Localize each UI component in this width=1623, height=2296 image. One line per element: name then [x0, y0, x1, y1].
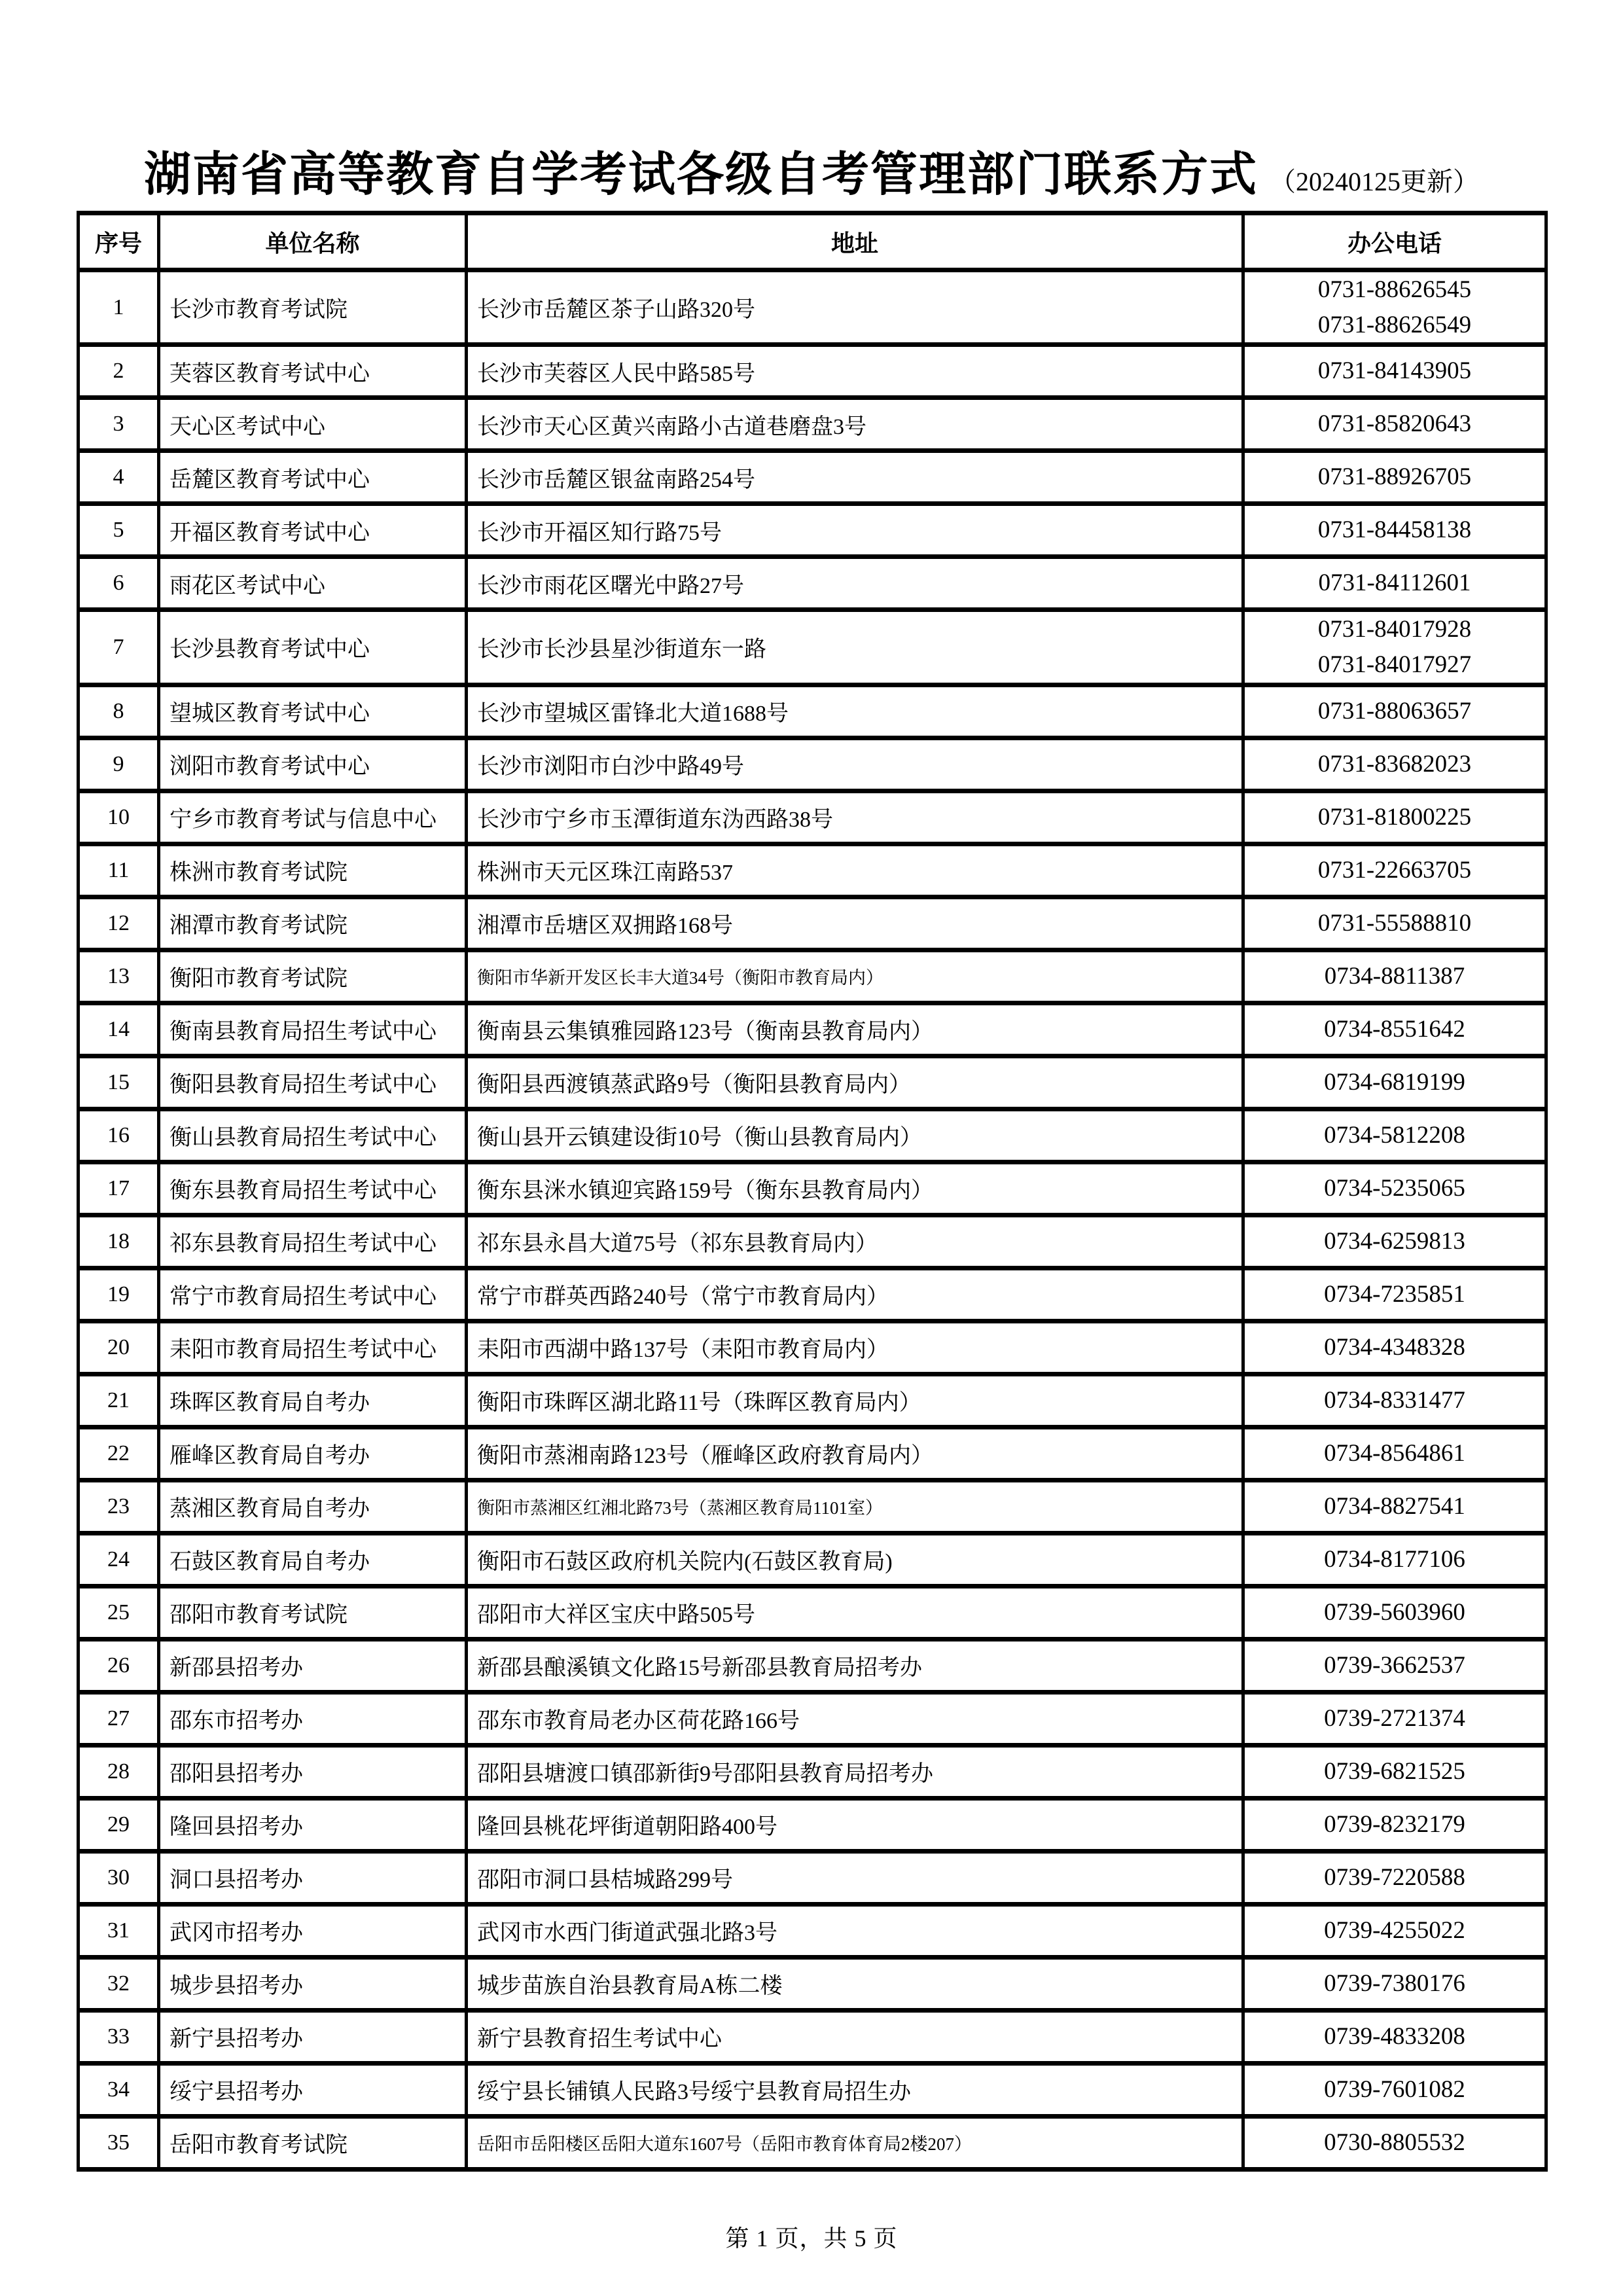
cell-address: 邵阳县塘渡口镇邵新街9号邵阳县教育局招考办: [467, 1745, 1243, 1798]
cell-unit-name: 开福区教育考试中心: [159, 504, 467, 557]
cell-unit-name: 天心区考试中心: [159, 398, 467, 451]
cell-address: 衡南县云集镇雅园路123号（衡南县教育局内）: [467, 1003, 1243, 1056]
phone-number: 0731-88626549: [1317, 311, 1472, 338]
cell-unit-name: 衡阳市教育考试院: [159, 950, 467, 1003]
cell-office-phone: [1243, 2116, 1546, 2169]
table-row: [79, 950, 1546, 1003]
table-row: [79, 1904, 1546, 1957]
phone-number: 0734-8177106: [1324, 1545, 1465, 1573]
cell-office-phone: [1243, 950, 1546, 1003]
cell-serial-number: 22: [79, 1427, 159, 1480]
cell-address: 衡阳市珠晖区湖北路11号（珠晖区教育局内）: [467, 1374, 1243, 1427]
cell-office-phone: [1243, 1109, 1546, 1162]
cell-address: 长沙市宁乡市玉潭街道东沩西路38号: [467, 791, 1243, 844]
table-body: [79, 270, 1546, 2170]
cell-address: 祁东县永昌大道75号（祁东县教育局内）: [467, 1215, 1243, 1268]
cell-office-phone: [1243, 844, 1546, 897]
table-row: [79, 791, 1546, 844]
cell-unit-name: 石鼓区教育局自考办: [159, 1533, 467, 1586]
table-row: [79, 1162, 1546, 1215]
cell-unit-name: 芙蓉区教育考试中心: [159, 345, 467, 398]
cell-address: 城步苗族自治县教育局A栋二楼: [467, 1957, 1243, 2010]
phone-number: 0731-84017928: [1317, 616, 1472, 643]
cell-serial-number: 19: [79, 1268, 159, 1321]
table-row: [79, 897, 1546, 950]
cell-serial-number: 14: [79, 1003, 159, 1056]
cell-serial-number: 2: [79, 345, 159, 398]
cell-office-phone: [1243, 345, 1546, 398]
cell-unit-name: 衡山县教育局招生考试中心: [159, 1109, 467, 1162]
cell-serial-number: 33: [79, 2010, 159, 2063]
phone-number: 0739-2721374: [1324, 1704, 1465, 1732]
cell-unit-name: 长沙市教育考试院: [159, 270, 467, 345]
table-row: [79, 1745, 1546, 1798]
cell-address: 衡阳市蒸湘南路123号（雁峰区政府教育局内）: [467, 1427, 1243, 1480]
cell-address: 株洲市天元区珠江南路537: [467, 844, 1243, 897]
cell-unit-name: 祁东县教育局招生考试中心: [159, 1215, 467, 1268]
cell-office-phone: [1243, 1798, 1546, 1851]
cell-unit-name: 城步县招考办: [159, 1957, 467, 2010]
phone-number: 0730-8805532: [1324, 2128, 1465, 2156]
table-row: [79, 1109, 1546, 1162]
header-office-phone: 办公电话: [1243, 213, 1546, 270]
cell-address: 隆回县桃花坪街道朝阳路400号: [467, 1798, 1243, 1851]
cell-unit-name: 隆回县招考办: [159, 1798, 467, 1851]
table-row: [79, 504, 1546, 557]
cell-office-phone: [1243, 1321, 1546, 1374]
cell-unit-name: 湘潭市教育考试院: [159, 897, 467, 950]
header-address: 地址: [467, 213, 1243, 270]
cell-office-phone: [1243, 270, 1546, 345]
cell-address: 新宁县教育招生考试中心: [467, 2010, 1243, 2063]
cell-unit-name: 新邵县招考办: [159, 1639, 467, 1692]
cell-serial-number: 35: [79, 2116, 159, 2169]
cell-unit-name: 邵东市招考办: [159, 1692, 467, 1745]
cell-serial-number: 16: [79, 1109, 159, 1162]
phone-number: 0731-83682023: [1317, 750, 1472, 778]
phone-number: 0739-7601082: [1324, 2075, 1465, 2103]
table-header-row: [79, 213, 1546, 270]
header-unit-name: 单位名称: [159, 213, 467, 270]
cell-unit-name: 珠晖区教育局自考办: [159, 1374, 467, 1427]
cell-address: 衡阳市华新开发区长丰大道34号（衡阳市教育局内）: [467, 950, 1243, 1003]
contact-table: [77, 211, 1548, 2172]
cell-serial-number: 13: [79, 950, 159, 1003]
cell-serial-number: 26: [79, 1639, 159, 1692]
cell-office-phone: [1243, 2063, 1546, 2116]
cell-serial-number: 29: [79, 1798, 159, 1851]
cell-serial-number: 32: [79, 1957, 159, 2010]
cell-serial-number: 20: [79, 1321, 159, 1374]
cell-serial-number: 23: [79, 1480, 159, 1533]
cell-office-phone: [1243, 738, 1546, 791]
cell-office-phone: [1243, 791, 1546, 844]
cell-office-phone: [1243, 1162, 1546, 1215]
cell-office-phone: [1243, 2010, 1546, 2063]
cell-unit-name: 邵阳市教育考试院: [159, 1586, 467, 1639]
table-row: [79, 1957, 1546, 2010]
cell-office-phone: [1243, 398, 1546, 451]
cell-office-phone: [1243, 1374, 1546, 1427]
cell-address: 绥宁县长铺镇人民路3号绥宁县教育局招生办: [467, 2063, 1243, 2116]
cell-office-phone: [1243, 557, 1546, 610]
cell-serial-number: 11: [79, 844, 159, 897]
phone-number: 0734-5812208: [1324, 1121, 1465, 1149]
table-row: [79, 844, 1546, 897]
cell-office-phone: [1243, 1480, 1546, 1533]
cell-serial-number: 17: [79, 1162, 159, 1215]
phone-number: 0734-8551642: [1324, 1015, 1465, 1043]
phone-number: 0731-84017927: [1317, 651, 1472, 678]
cell-unit-name: 长沙县教育考试中心: [159, 610, 467, 685]
cell-serial-number: 9: [79, 738, 159, 791]
phone-number: 0739-5603960: [1324, 1598, 1465, 1626]
cell-serial-number: 6: [79, 557, 159, 610]
table-row: [79, 451, 1546, 504]
table-row: [79, 1639, 1546, 1692]
cell-address: 长沙市岳麓区茶子山路320号: [467, 270, 1243, 345]
cell-serial-number: 4: [79, 451, 159, 504]
phone-number: 0731-55588810: [1317, 909, 1472, 937]
cell-office-phone: [1243, 1215, 1546, 1268]
table-row: [79, 2116, 1546, 2169]
cell-address: 长沙市雨花区曙光中路27号: [467, 557, 1243, 610]
cell-unit-name: 株洲市教育考试院: [159, 844, 467, 897]
phone-number: 0739-8232179: [1324, 1810, 1465, 1838]
cell-unit-name: 武冈市招考办: [159, 1904, 467, 1957]
cell-serial-number: 24: [79, 1533, 159, 1586]
cell-unit-name: 望城区教育考试中心: [159, 685, 467, 738]
cell-address: 邵阳市大祥区宝庆中路505号: [467, 1586, 1243, 1639]
phone-number: 0731-84458138: [1317, 516, 1472, 544]
table-row: [79, 738, 1546, 791]
table-row: [79, 270, 1546, 345]
phone-number: 0731-84112601: [1318, 569, 1471, 597]
cell-office-phone: [1243, 897, 1546, 950]
cell-address: 湘潭市岳塘区双拥路168号: [467, 897, 1243, 950]
cell-office-phone: [1243, 1586, 1546, 1639]
cell-serial-number: 30: [79, 1851, 159, 1904]
cell-address: 岳阳市岳阳楼区岳阳大道东1607号（岳阳市教育体育局2楼207）: [467, 2116, 1243, 2169]
cell-office-phone: [1243, 685, 1546, 738]
cell-address: 新邵县酿溪镇文化路15号新邵县教育局招考办: [467, 1639, 1243, 1692]
cell-address: 常宁市群英西路240号（常宁市教育局内）: [467, 1268, 1243, 1321]
cell-serial-number: 10: [79, 791, 159, 844]
cell-unit-name: 蒸湘区教育局自考办: [159, 1480, 467, 1533]
page-footer: 第 1 页，共 5 页: [725, 2225, 898, 2251]
page-title: 湖南省高等教育自学考试各级自考管理部门联系方式: [143, 149, 1258, 201]
table-row: [79, 1851, 1546, 1904]
phone-number: 0731-22663705: [1317, 856, 1472, 884]
phone-number: 0734-8564861: [1324, 1439, 1465, 1467]
phone-number: 0731-84143905: [1317, 357, 1472, 385]
cell-unit-name: 耒阳市教育局招生考试中心: [159, 1321, 467, 1374]
phone-number: 0734-7235851: [1324, 1280, 1465, 1308]
document-title-row: [0, 136, 1623, 204]
cell-office-phone: [1243, 1533, 1546, 1586]
cell-serial-number: 8: [79, 685, 159, 738]
table-row: [79, 1268, 1546, 1321]
cell-office-phone: [1243, 1639, 1546, 1692]
cell-serial-number: 15: [79, 1056, 159, 1109]
phone-number: 0731-88626545: [1317, 276, 1472, 303]
cell-address: 耒阳市西湖中路137号（耒阳市教育局内）: [467, 1321, 1243, 1374]
cell-office-phone: [1243, 1268, 1546, 1321]
cell-unit-name: 洞口县招考办: [159, 1851, 467, 1904]
table-row: [79, 1692, 1546, 1745]
cell-serial-number: 7: [79, 610, 159, 685]
table-row: [79, 345, 1546, 398]
cell-address: 衡阳市蒸湘区红湘北路73号（蒸湘区教育局1101室）: [467, 1480, 1243, 1533]
table-row: [79, 2010, 1546, 2063]
cell-serial-number: 12: [79, 897, 159, 950]
table-row: [79, 1215, 1546, 1268]
cell-serial-number: 21: [79, 1374, 159, 1427]
phone-number: 0734-8331477: [1324, 1386, 1465, 1414]
phone-number: 0731-88063657: [1317, 697, 1472, 725]
phone-number: 0739-6821525: [1324, 1757, 1465, 1785]
title-update-note: （20240125更新）: [1270, 167, 1479, 196]
cell-office-phone: [1243, 1003, 1546, 1056]
table-row: [79, 1480, 1546, 1533]
cell-office-phone: [1243, 1692, 1546, 1745]
phone-number: 0739-4255022: [1324, 1916, 1465, 1944]
cell-serial-number: 3: [79, 398, 159, 451]
table-row: [79, 2063, 1546, 2116]
cell-unit-name: 衡东县教育局招生考试中心: [159, 1162, 467, 1215]
cell-address: 长沙市望城区雷锋北大道1688号: [467, 685, 1243, 738]
phone-number: 0734-6259813: [1324, 1227, 1465, 1255]
cell-unit-name: 常宁市教育局招生考试中心: [159, 1268, 467, 1321]
cell-address: 长沙市长沙县星沙街道东一路: [467, 610, 1243, 685]
phone-number: 0734-8827541: [1324, 1492, 1465, 1520]
table-row: [79, 1427, 1546, 1480]
cell-office-phone: [1243, 504, 1546, 557]
phone-number: 0734-4348328: [1324, 1333, 1465, 1361]
cell-address: 长沙市开福区知行路75号: [467, 504, 1243, 557]
table-row: [79, 1056, 1546, 1109]
phone-number: 0739-4833208: [1324, 2022, 1465, 2050]
phone-number: 0731-81800225: [1317, 803, 1472, 831]
cell-address: 长沙市芙蓉区人民中路585号: [467, 345, 1243, 398]
phone-number: 0731-88926705: [1317, 463, 1472, 491]
table-row: [79, 685, 1546, 738]
phone-number: 0739-7220588: [1324, 1863, 1465, 1891]
phone-number: 0739-7380176: [1324, 1969, 1465, 1997]
cell-office-phone: [1243, 1427, 1546, 1480]
phone-number: 0734-8811387: [1324, 962, 1465, 990]
table-row: [79, 1374, 1546, 1427]
cell-office-phone: [1243, 1745, 1546, 1798]
cell-unit-name: 岳麓区教育考试中心: [159, 451, 467, 504]
cell-office-phone: [1243, 1056, 1546, 1109]
cell-unit-name: 衡南县教育局招生考试中心: [159, 1003, 467, 1056]
table-row: [79, 1321, 1546, 1374]
table-row: [79, 1798, 1546, 1851]
table-row: [79, 1586, 1546, 1639]
cell-address: 长沙市浏阳市白沙中路49号: [467, 738, 1243, 791]
cell-unit-name: 浏阳市教育考试中心: [159, 738, 467, 791]
cell-serial-number: 18: [79, 1215, 159, 1268]
cell-serial-number: 31: [79, 1904, 159, 1957]
cell-serial-number: 1: [79, 270, 159, 345]
cell-unit-name: 岳阳市教育考试院: [159, 2116, 467, 2169]
cell-address: 长沙市岳麓区银盆南路254号: [467, 451, 1243, 504]
phone-number: 0734-6819199: [1324, 1068, 1465, 1096]
phone-number: 0739-3662537: [1324, 1651, 1465, 1679]
cell-unit-name: 雁峰区教育局自考办: [159, 1427, 467, 1480]
cell-serial-number: 34: [79, 2063, 159, 2116]
cell-office-phone: [1243, 610, 1546, 685]
cell-unit-name: 绥宁县招考办: [159, 2063, 467, 2116]
cell-address: 武冈市水西门街道武强北路3号: [467, 1904, 1243, 1957]
header-serial-number: 序号: [79, 213, 159, 270]
cell-address: 邵阳市洞口县桔城路299号: [467, 1851, 1243, 1904]
cell-serial-number: 28: [79, 1745, 159, 1798]
cell-address: 衡阳县西渡镇蒸武路9号（衡阳县教育局内）: [467, 1056, 1243, 1109]
cell-serial-number: 5: [79, 504, 159, 557]
table-row: [79, 1003, 1546, 1056]
table-row: [79, 398, 1546, 451]
cell-address: 衡阳市石鼓区政府机关院内(石鼓区教育局): [467, 1533, 1243, 1586]
cell-address: 长沙市天心区黄兴南路小古道巷磨盘3号: [467, 398, 1243, 451]
cell-office-phone: [1243, 1851, 1546, 1904]
cell-address: 邵东市教育局老办区荷花路166号: [467, 1692, 1243, 1745]
phone-number: 0734-5235065: [1324, 1174, 1465, 1202]
table-row: [79, 557, 1546, 610]
cell-unit-name: 新宁县招考办: [159, 2010, 467, 2063]
cell-unit-name: 邵阳县招考办: [159, 1745, 467, 1798]
cell-address: 衡山县开云镇建设街10号（衡山县教育局内）: [467, 1109, 1243, 1162]
table-row: [79, 1533, 1546, 1586]
cell-serial-number: 27: [79, 1692, 159, 1745]
cell-serial-number: 25: [79, 1586, 159, 1639]
cell-unit-name: 雨花区考试中心: [159, 557, 467, 610]
cell-unit-name: 宁乡市教育考试与信息中心: [159, 791, 467, 844]
table-row: [79, 610, 1546, 685]
cell-office-phone: [1243, 1957, 1546, 2010]
cell-office-phone: [1243, 451, 1546, 504]
phone-number: 0731-85820643: [1317, 410, 1472, 438]
cell-unit-name: 衡阳县教育局招生考试中心: [159, 1056, 467, 1109]
cell-office-phone: [1243, 1904, 1546, 1957]
cell-address: 衡东县洣水镇迎宾路159号（衡东县教育局内）: [467, 1162, 1243, 1215]
